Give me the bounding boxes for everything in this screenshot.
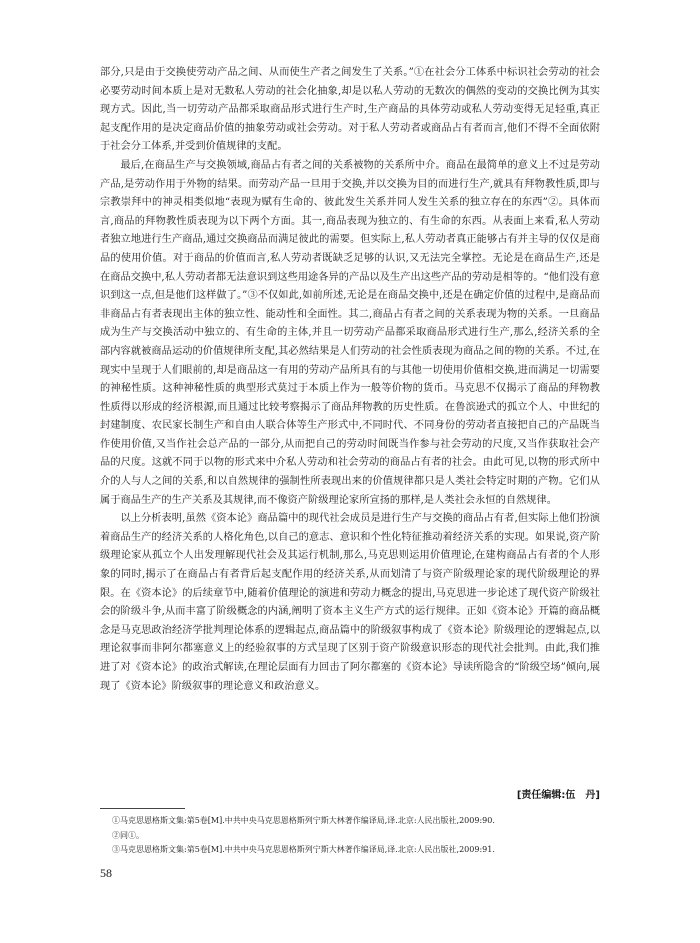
footnote-divider bbox=[100, 808, 185, 809]
body-paragraph-3: 以上分析表明,虽然《资本论》商品篇中的现代社会成员是进行生产与交换的商品占有者,但实际上他们扮演着商品生产的经济关系的人格化角色,以自己的意志、意识和个性化特征推动着经济关系的实现。如果说,资产阶级理论家从孤立个人出发理解现代社会及其运行机制,那么,马克思则运用价值理论,在建构商品占有者的个人形象的同时,揭示了在商品占有者背后起支配作用的经济关系,从而划清了与资产阶级理论家的现代阶级理论的界限。在《资本论》的后续章节中,随着价值理论的演进和劳动力概念的提出,马克思进一步论述了现代资产阶级社会的阶级斗争,从而丰富了阶级概念的内涵,阐明了资本主义生产方式的运行规律。正如《资本论》开篇的商品概念是马克思政治经济学批判理论体系的逻辑起点,商品篇中的阶级叙事构成了《资本论》阶级理论的逻辑起点,以理论叙事而非阿尔都塞意义上的经验叙事的方式呈现了区别于资产阶级意识形态的现代社会批判。由此,我们推进了对《资本论》的政治式解读,在理论层面有力回击了阿尔都塞的《资本论》导读所隐含的“阶级空场”倾向,展现了《资本论》阶级叙事的理论意义和政治意义。 bbox=[100, 513, 600, 692]
page-number: 58 bbox=[100, 866, 112, 880]
editor-credit: [责任编辑:伍 丹] bbox=[516, 790, 600, 801]
footnotes bbox=[112, 814, 600, 858]
body-paragraph-1: 部分,只是由于交换使劳动产品之间、从而使生产者之间发生了关系。”①在社会分工体系中标识社会劳动的社会必要劳动时间本质上是对无数私人劳动的社会化抽象,却是以私人劳动的无数次的偶然的变动的交换比例为其实现方式。因此,当一切劳动产品都采取商品形式进行生产时,生产商品的具体劳动或私人劳动变得无足轻重,真正起支配作用的是决定商品价值的抽象劳动或社会劳动。对于私人劳动者或商品占有者而言,他们不得不全面依附于社会分工体系,并受到价值规律的支配。 bbox=[100, 67, 600, 153]
footnote-2: ②同①。 bbox=[112, 830, 144, 840]
footnote-1: ①马克思恩格斯文集:第5卷[M].中共中央马克思恩格斯列宁斯大林著作编译局,译.北京:人民出版社,2009:90. bbox=[112, 816, 495, 825]
body-paragraph-2: 最后,在商品生产与交换领域,商品占有者之间的关系被物的关系所中介。商品在最简单的意义上不过是劳动产品,是劳动作用于外物的结果。而劳动产品一旦用于交换,并以交换为目的而进行生产,就具有拜物教性质,即与宗教崇拜中的神灵相类似地“表现为赋有生命的、彼此发生关系并同人发生关系的独立存在的东西”②。具体而言,商品的拜物教性质表现为以下两个方面。其一,商品表现为独立的、有生命的东西。从表面上来看,私人劳动者独立地进行生产商品,通过交换商品而满足彼此的需要。但实际上,私人劳动者真正能够占有并主导的仅仅是商品的使用价值。对于商品的价值而言,私人劳动者既缺乏足够的认识,又无法完全掌控。无论是在商品生产,还是在商品交换中,私人劳动者都无法意识到这些用途各异的产品以及生产出这些产品的劳动是相等的。“他们没有意识到这一点,但是他们这样做了。”③不仅如此,如前所述,无论是在商品交换中,还是在确定价值的过程中,是商品而非商品占有者表现出主体的独立性、能动性和全面性。其二,商品占有者之间的关系表现为物的关系。一旦商品成为生产与交换活动中独立的、有生命的主体,并且一切劳动产品都采取商品形式进行生产,那么,经济关系的全部内容就被商品运动的价值规律所支配,其必然结果是人们劳动的社会性质表现为商品之间的物的关系。不过,在现实中呈现于人们眼前的,却是商品这一有用的劳动产品所具有的与其他一切使用价值相交换,进而满足一切需要的神秘性质。这种神秘性质的典型形式莫过于本质上作为一般等价物的货币。马克思不仅揭示了商品的拜物教性质得以形成的经济根源,而且通过比较考察揭示了商品拜物教的历史性质。在鲁滨逊式的孤立个人、中世纪的封建制度、农民家长制生产和自由人联合体等生产形式中,不同时代、不同身份的劳动者直接把自己的产品既当作使用价值,又当作社会总产品的一部分,从而把自己的劳动时间既当作参与社会劳动的尺度,又当作获取社会产品的尺度。这就不同于以物的形式来中介私人劳动和社会劳动的商品占有者的社会。由此可见,以物的形式所中介的人与人之间的关系,和以自然规律的强制性所表现出来的价值规律都只是人类社会特定时期的产物。它们从属于商品生产的生产关系及其规律,而不像资产阶级理论家所宣扬的那样,是人类社会永恒的自然规律。 bbox=[100, 159, 600, 506]
footnote-3: ③马克思恩格斯文集:第5卷[M].中共中央马克思恩格斯列宁斯大林著作编译局,译.北京:人民出版社,2009:91. bbox=[112, 845, 495, 854]
article-body bbox=[100, 64, 600, 696]
